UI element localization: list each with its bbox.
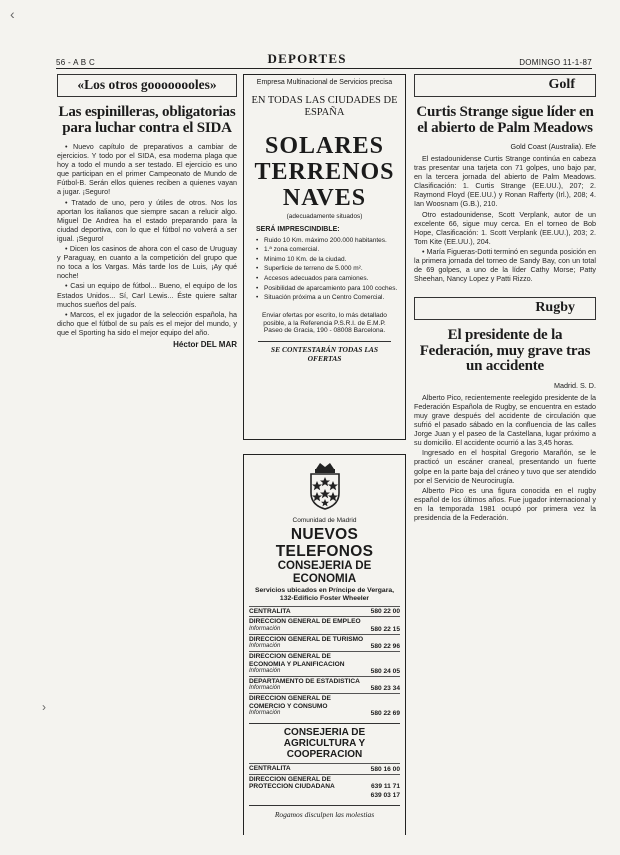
crest-caption: Comunidad de Madrid xyxy=(292,517,357,524)
comunidad-advertisement xyxy=(243,454,406,835)
requirement-item: • Ruido 10 Km. máximo 200.000 habitantes. xyxy=(256,237,399,245)
entry-name: CENTRALITA xyxy=(249,765,291,773)
section-title: DEPORTES xyxy=(267,51,347,66)
ad-requirements xyxy=(250,226,399,302)
paragraph: Alberto Pico es una figura conocida en el rugby español de los últimos años. Fue jugador internacional y en la temporada 1981 ocupó por primera vez la presidencia de la Federación. xyxy=(414,485,596,523)
article-tag: «Los otros goooooooles» xyxy=(57,74,237,97)
page-header xyxy=(56,53,592,69)
land-advertisement xyxy=(243,74,406,440)
phone-entry xyxy=(249,676,400,693)
entry-phone: 580 23 34 xyxy=(370,685,400,693)
entry-phone: 580 24 05 xyxy=(370,668,400,676)
paragraph: • Dicen los casinos de ahora con el caso de Uruguay y Paraguay, en cuanto a la competición del grupo que no toca a los Vargas. Más tarde los de Luis, ¡Ay qué noche! xyxy=(57,244,237,281)
ad-big-solares: SOLARES xyxy=(264,133,385,159)
requirement-item: • Mínimo 10 Km. de la ciudad. xyxy=(256,256,399,264)
phone-entry xyxy=(249,616,400,633)
department-title: CONSEJERIA DE ECONOMIA xyxy=(277,560,372,585)
rugby-section-tag: Rugby xyxy=(414,297,596,320)
entry-phone: 580 22 15 xyxy=(370,625,400,633)
requirement-item: • Posibilidad de aparcamiento para 100 coches. xyxy=(256,285,399,293)
entry-sub: Información xyxy=(249,710,281,717)
ad-company: Empresa Multinacional de Servicios precisa xyxy=(256,79,393,86)
requirement-item: • Situación próxima a un Centro Comercial. xyxy=(256,294,399,302)
ad-cities: EN TODAS LAS CIUDADES DE ESPAÑA xyxy=(251,95,398,118)
article-body xyxy=(57,142,237,337)
requirement-item: • Superficie de terreno de 5.000 m². xyxy=(256,265,399,273)
phone-list xyxy=(249,606,400,718)
ad-subtitle: (adecuadamente situados) xyxy=(286,213,363,220)
entry-sub: Información xyxy=(249,643,281,650)
ad-footer: Rogamos disculpen las molestias xyxy=(249,805,400,819)
paragraph: Ingresado en el hospital Gregorio Marañón, se le practicó un escáner craneal, presentando un fuerte golpe en la parte baja del cráneo y tuvo que ser atendido por el Servicio de Neurocirugía. xyxy=(414,448,596,485)
article-headline: Las espinilleras, obligatorias para luchar contra el SIDA xyxy=(58,104,236,136)
entry-name: CENTRALITA xyxy=(249,608,291,615)
advertisement-column xyxy=(243,74,406,835)
requirement-item: • Accesos adecuados para camiones. xyxy=(256,275,399,283)
crest-icon xyxy=(306,459,344,511)
golf-headline: Curtis Strange sigue líder en el abierto de Palm Meadows xyxy=(416,104,594,136)
ad-big-naves: NAVES xyxy=(282,185,367,211)
rugby-headline: El presidente de la Federación, muy grave tras un accidente xyxy=(419,327,591,375)
golf-body xyxy=(414,154,596,283)
phone-entry xyxy=(249,763,400,773)
phones-title: NUEVOS TELEFONOS xyxy=(275,526,374,560)
entry-name: DIRECCION GENERAL DE EMPLEO xyxy=(249,618,361,626)
page-number: 56 - A B C xyxy=(56,58,96,67)
entry-phone: 580 22 96 xyxy=(370,643,400,651)
entry-name: DIRECCION GENERAL DE PROTECCION CIUDADANA xyxy=(249,775,335,791)
phone-list-2 xyxy=(249,763,400,800)
entry-sub: Información xyxy=(249,668,281,675)
entry-name: DIRECCION GENERAL DE TURISMO xyxy=(249,635,364,643)
paragraph: • Marcos, el ex jugador de la selección española, ha dicho que el fútbol de su país es el mejor del mundo, y que el Sporting ha sido el mejor equipo del año. xyxy=(57,309,237,337)
paragraph: El estadounidense Curtis Strange continúa en cabeza tras presentar una tarjeta con 71 golpes, uno bajo par, en la tercera jornada del abierto de Palm Meadows. Clasificación: 1. Curtis Strange (EE.UU.), 207; 2. Raymond Floyd (EE.UU.) y Ronan Rafferty (Irl.), 208; 4. Ian Woosnam (G.B.), 210. xyxy=(414,154,596,209)
entry-sub: Información xyxy=(249,625,281,632)
ad-big-terrenos: TERRENOS xyxy=(254,159,395,185)
paragraph: • Tratado de uno, pero y útiles de otros. Nos los aportan los italianos que siempre sacan a relucir algo. Miguel De Andrea ha el estado preparando para la ciudad deportiva, con lo que el fútbol no volverá a ser igual. ¡Seguro! xyxy=(57,197,237,243)
left-article xyxy=(57,74,237,835)
paragraph: • Casi un equipo de fútbol... Bueno, el equipo de los Estados Unidos... Sí, Carl Lewis... Éste quiere saltar muchos sueños del país. xyxy=(57,281,237,309)
entry-phone: 639 03 17 xyxy=(370,792,400,800)
entry-phone: 580 16 00 xyxy=(370,765,400,773)
ad-footer: SE CONTESTARÁN TODAS LAS OFERTAS xyxy=(258,341,391,363)
ad-send-info: Enviar ofertas por escrito, lo más detallado posible, a la Referencia P.S.R.I. de E.M.P. Paseo de Gracia, 190 - 08008 Barcelona. xyxy=(262,311,387,335)
requirements-title: SERÁ IMPRESCINDIBLE: xyxy=(256,226,340,233)
right-column xyxy=(414,74,596,835)
corner-mark: ‹ xyxy=(10,6,15,22)
entry-sub: Información xyxy=(249,685,281,692)
paragraph: Otro estadounidense, Scott Verplank, autor de un excelente 66, sigue muy cerca. En el torneo de Bob Hope, Clasificación: 1. Scott Verplank (EE.UU.), 203; 2. Tom Kite (EE.UU.), 204. xyxy=(414,209,596,246)
entry-phone: 639 11 71 xyxy=(371,783,400,791)
rugby-dateline: Madrid. S. D. xyxy=(554,380,596,390)
department2-title: CONSEJERIA DE AGRICULTURA Y COOPERACION xyxy=(249,723,400,760)
paragraph: Alberto Pico, recientemente reelegido presidente de la Federación Española de Rugby, se encuentra en estado muy grave después del accidente de circulación que sufrió el pasado sábado en la confluencia de las calles Jorge Juan y el paseo de la Castellana, lugar próximo a su domicilio. El accidente ocurrió a las 3,45 horas. xyxy=(414,392,596,448)
services-location: Servicios ubicados en Príncipe de Vergara, 132-Edificio Foster Wheeler xyxy=(254,587,395,602)
entry-name: DIRECCION GENERAL DE ECONOMIA Y PLANIFICACION xyxy=(249,653,345,668)
requirement-item: • 1.ª zona comercial. xyxy=(256,246,399,254)
paragraph: • Nuevo capítulo de preparativos a cambiar de ejercicios. Y todo por el SIDA, esa moderna plaga que hoy a todo el mundo a ser testado. El ejercicio es uno que participan en el primer Campeonato de Mundo de Fútbol-B. Serán ellos quienes reciben a quienes vayan a jugar. ¡Seguro! xyxy=(57,142,237,197)
rugby-body xyxy=(414,393,596,522)
golf-dateline: Gold Coast (Australia). Efe xyxy=(510,142,596,151)
phone-entry xyxy=(249,634,400,651)
phone-entry xyxy=(249,651,400,676)
issue-date: DOMINGO 11-1-87 xyxy=(519,58,592,67)
phone-entry xyxy=(249,774,400,792)
phone-entry xyxy=(249,606,400,616)
golf-section-tag: Golf xyxy=(414,74,596,97)
author-signature: Héctor DEL MAR xyxy=(173,339,237,349)
paragraph: • María Figueras-Dotti terminó en segunda posición en la primera jornada del torneo de Sandy Bay, con un total de 69 golpes, a uno de la líder Cathy Morse; Patty Sheehan, Nancy Lopez y Patti Rizzo. xyxy=(414,246,596,284)
entry-name: DIRECCION GENERAL DE COMERCIO Y CONSUMO xyxy=(249,695,331,710)
entry-name: DEPARTAMENTO DE ESTADISTICA xyxy=(249,678,360,686)
phone-entry xyxy=(249,791,400,800)
entry-phone: 580 22 00 xyxy=(370,608,400,616)
phone-entry xyxy=(249,693,400,718)
margin-mark: › xyxy=(42,700,46,714)
entry-phone: 580 22 69 xyxy=(370,710,400,718)
